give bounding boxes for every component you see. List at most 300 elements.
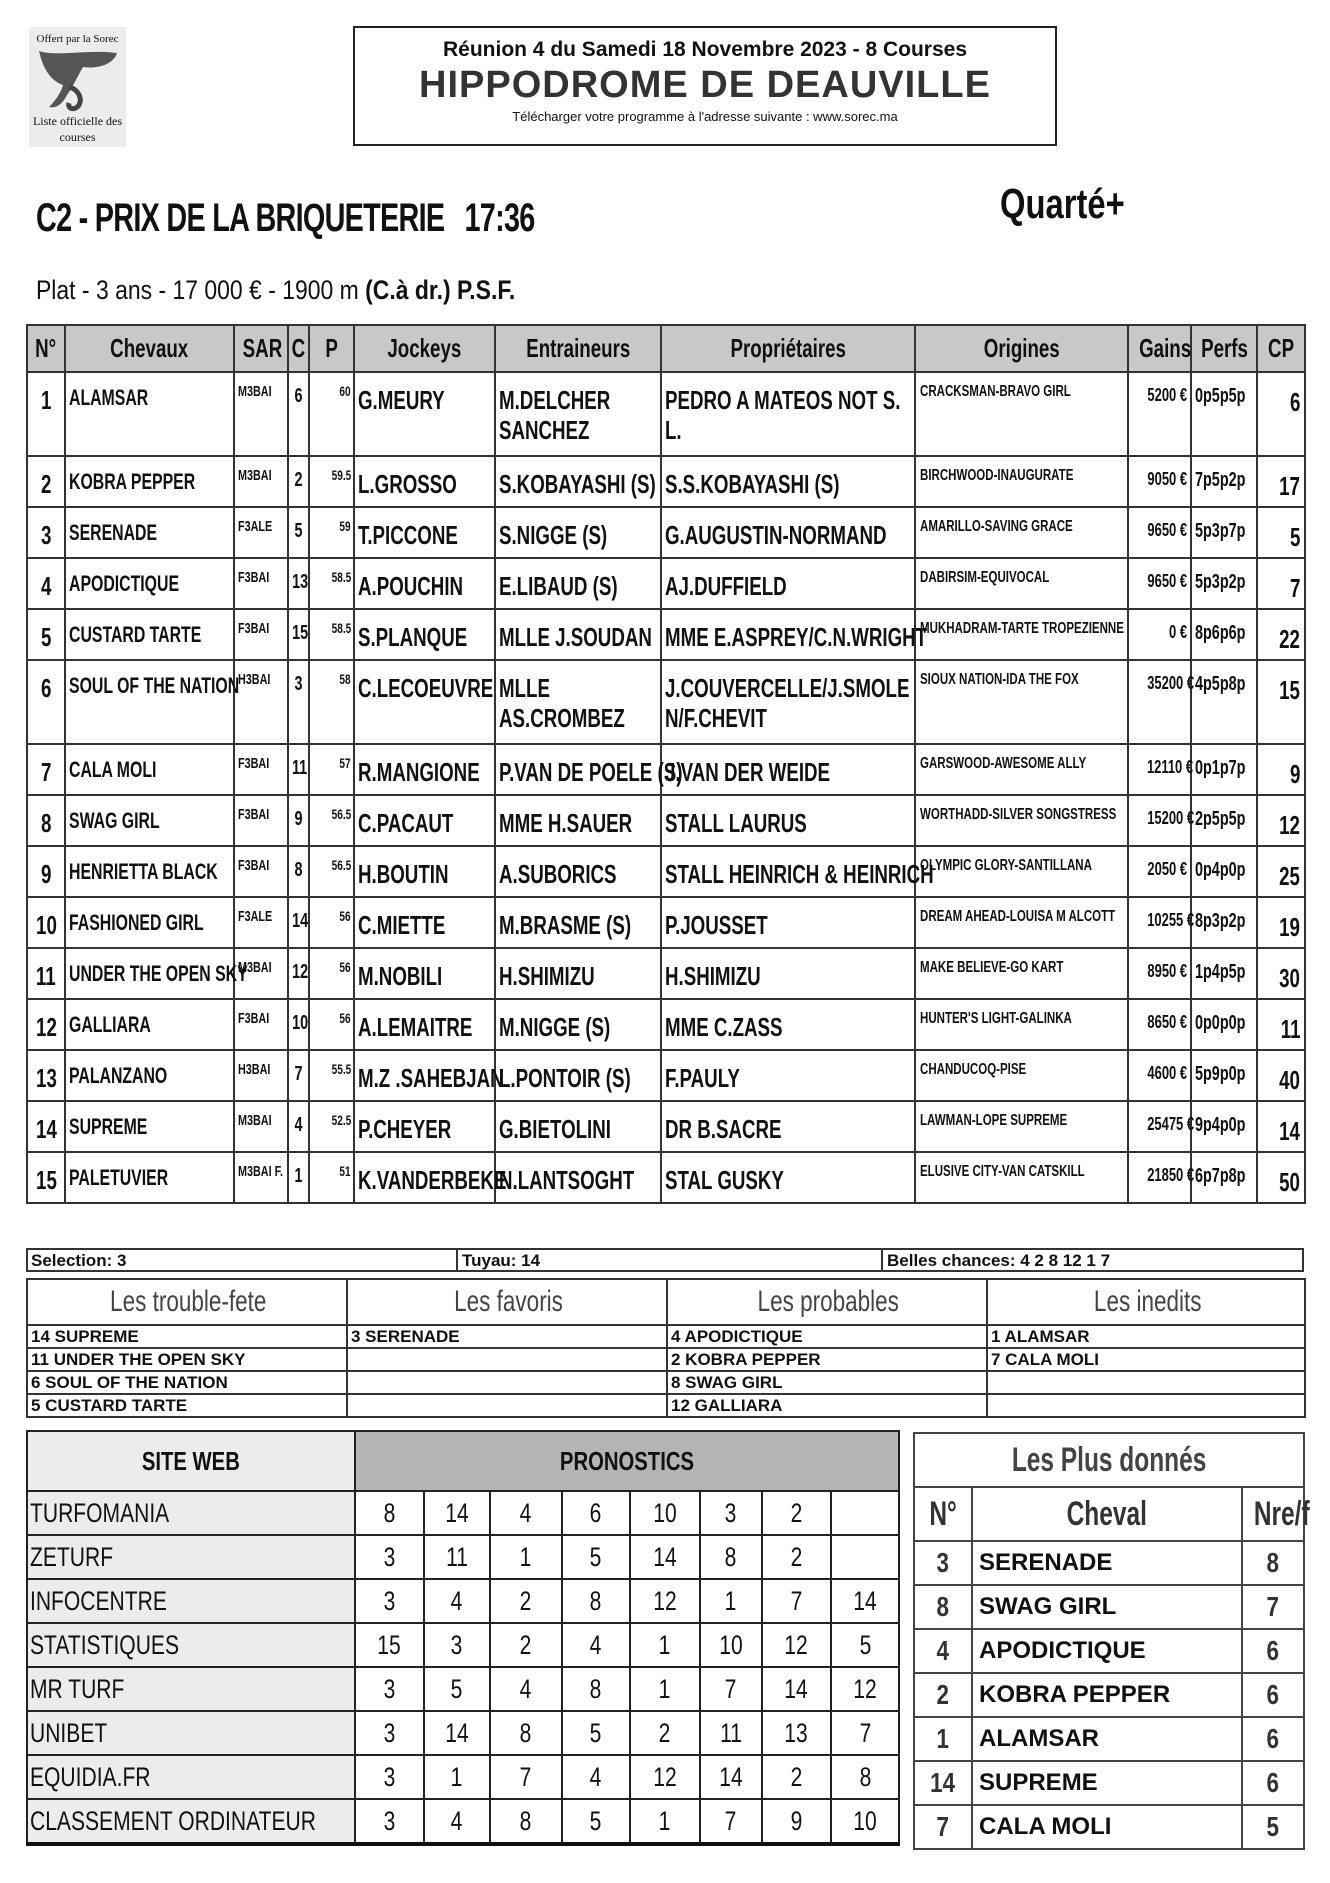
runners-table bbox=[26, 324, 1306, 1204]
site-web-header: SITE WEB bbox=[27, 1431, 355, 1491]
sex-age-coat: H3BAI bbox=[238, 1061, 271, 1078]
horse-name: SERENADE bbox=[69, 520, 158, 545]
trainer-cell bbox=[495, 744, 683, 795]
runner-row[interactable] bbox=[27, 456, 1305, 507]
pick-entry: 8 SWAG GIRL bbox=[667, 1371, 987, 1394]
runner-row[interactable] bbox=[27, 897, 1305, 948]
horse-name: KOBRA PEPPER bbox=[69, 469, 196, 494]
runner-row[interactable] bbox=[27, 1101, 1305, 1152]
pronostic-pick-cell bbox=[630, 1623, 700, 1667]
origins-cell bbox=[915, 846, 1128, 897]
pronostic-pick: 15 bbox=[377, 1629, 402, 1660]
pronostic-pick-cell bbox=[562, 1535, 630, 1579]
sex-age-coat-cell bbox=[234, 897, 288, 948]
pick-entry: 2 KOBRA PEPPER bbox=[667, 1348, 987, 1371]
plus-donnes-row bbox=[914, 1541, 1304, 1585]
pronostic-pick: 1 bbox=[451, 1761, 463, 1792]
pronostic-pick: 11 bbox=[720, 1717, 742, 1748]
runner-row[interactable] bbox=[27, 507, 1305, 558]
pronostic-pick: 14 bbox=[784, 1673, 809, 1704]
runner-row[interactable] bbox=[27, 609, 1305, 660]
race-title bbox=[36, 196, 535, 241]
performances-cell bbox=[1191, 1152, 1257, 1203]
col-header bbox=[495, 325, 661, 372]
runner-number: 7 bbox=[40, 757, 52, 787]
pronostic-pick: 8 bbox=[520, 1717, 532, 1748]
pick-entry: 14 SUPREME bbox=[27, 1325, 347, 1348]
pronostic-pick-cell bbox=[355, 1799, 424, 1844]
pronostic-pick: 12 bbox=[653, 1761, 677, 1792]
jockey-cell bbox=[354, 795, 495, 846]
pronostic-pick: 14 bbox=[445, 1497, 469, 1528]
earnings: 8950 € bbox=[1147, 961, 1187, 981]
pronostic-pick: 2 bbox=[790, 1761, 803, 1792]
sex-age-coat: F3ALE bbox=[238, 518, 273, 535]
runner-row[interactable] bbox=[27, 846, 1305, 897]
site-name-cell bbox=[27, 1667, 355, 1711]
performances: 8p3p2p bbox=[1195, 910, 1246, 932]
horse-name-cell bbox=[65, 558, 234, 609]
origins: OLYMPIC GLORY-SANTILLANA bbox=[920, 857, 1092, 874]
pronostic-pick: 3 bbox=[383, 1673, 396, 1704]
plus-no-cell bbox=[914, 1717, 972, 1761]
jockey-cell bbox=[354, 372, 495, 456]
performances-cell bbox=[1191, 846, 1257, 897]
earnings: 4600 € bbox=[1147, 1063, 1187, 1083]
pronostic-pick-cell bbox=[762, 1711, 831, 1755]
weight-cell bbox=[309, 897, 354, 948]
earnings: 0 € bbox=[1168, 622, 1187, 642]
draw: 8 bbox=[294, 859, 303, 881]
plus-count-cell bbox=[1242, 1805, 1304, 1849]
pick-entry bbox=[347, 1371, 667, 1394]
rating-cell bbox=[1257, 999, 1305, 1050]
pronostic-pick-cell bbox=[424, 1711, 490, 1755]
rating-cell bbox=[1257, 507, 1305, 558]
jockey: C.MIETTE bbox=[358, 910, 446, 940]
runner-number-cell bbox=[27, 948, 65, 999]
pronostic-pick: 1 bbox=[659, 1629, 671, 1660]
weight: 60 bbox=[339, 383, 351, 399]
plus-no: 14 bbox=[930, 1767, 956, 1798]
jockey: H.BOUTIN bbox=[358, 859, 449, 889]
weight-cell bbox=[309, 507, 354, 558]
plus-count: 6 bbox=[1266, 1679, 1280, 1710]
site-name-cell bbox=[27, 1623, 355, 1667]
plus-count: 7 bbox=[1266, 1591, 1280, 1622]
meeting-header bbox=[353, 26, 1057, 146]
trainer: M.BRASME (S) bbox=[499, 910, 632, 940]
pronostic-pick: 8 bbox=[725, 1541, 737, 1572]
origins-cell bbox=[915, 897, 1128, 948]
performances-cell bbox=[1191, 507, 1257, 558]
pronostic-pick: 2 bbox=[520, 1585, 532, 1616]
draw-cell bbox=[288, 507, 309, 558]
runner-number-cell bbox=[27, 1101, 65, 1152]
earnings-cell bbox=[1128, 897, 1195, 948]
picks-category-header bbox=[347, 1279, 667, 1325]
origins-cell bbox=[915, 1050, 1128, 1101]
col-header-label: CP bbox=[1267, 333, 1295, 363]
pronostic-pick: 8 bbox=[383, 1497, 396, 1528]
earnings-cell bbox=[1128, 456, 1191, 507]
trainer: E.LIBAUD (S) bbox=[499, 571, 618, 601]
draw: 11 bbox=[291, 757, 308, 779]
plus-count: 5 bbox=[1266, 1811, 1280, 1842]
pronostic-pick: 1 bbox=[659, 1805, 671, 1836]
draw: 10 bbox=[292, 1012, 309, 1034]
sex-age-coat: F3BAI bbox=[238, 569, 270, 586]
pronostic-pick-cell bbox=[355, 1755, 424, 1799]
trainer-cell bbox=[495, 660, 661, 744]
performances: 5p3p7p bbox=[1195, 520, 1246, 542]
plus-no-cell bbox=[914, 1761, 972, 1805]
runner-row[interactable] bbox=[27, 744, 1305, 795]
jockey-cell bbox=[354, 1050, 504, 1101]
plus-no-cell bbox=[914, 1629, 972, 1673]
runner-number: 12 bbox=[35, 1012, 57, 1042]
pronostic-pick-cell bbox=[762, 1667, 831, 1711]
jockey-cell bbox=[354, 609, 495, 660]
earnings: 10255 € bbox=[1147, 910, 1195, 930]
pronostic-pick-cell bbox=[762, 1491, 831, 1535]
pronostic-pick-cell bbox=[424, 1491, 490, 1535]
owner: AJ.DUFFIELD bbox=[665, 571, 787, 601]
pick-entry: 12 GALLIARA bbox=[667, 1394, 987, 1417]
runner-number: 10 bbox=[35, 910, 57, 940]
divider bbox=[881, 1250, 883, 1270]
runner-row[interactable] bbox=[27, 660, 1305, 744]
owner: G.AUGUSTIN-NORMAND bbox=[665, 520, 887, 550]
performances: 5p3p2p bbox=[1195, 571, 1246, 593]
rating-cell bbox=[1257, 456, 1305, 507]
jockey: R.MANGIONE bbox=[358, 757, 480, 787]
pronostic-pick: 2 bbox=[659, 1717, 671, 1748]
horse-name-cell bbox=[65, 507, 234, 558]
plus-count-cell bbox=[1242, 1585, 1304, 1629]
owner: F.PAULY bbox=[665, 1063, 740, 1093]
pronostic-pick-cell bbox=[490, 1579, 562, 1623]
performances: 0p1p7p bbox=[1195, 757, 1246, 779]
pronostic-pick-cell bbox=[562, 1667, 630, 1711]
sex-age-coat: M3BAI bbox=[238, 383, 272, 400]
owner: MME C.ZASS bbox=[665, 1012, 783, 1042]
performances-cell bbox=[1191, 999, 1257, 1050]
pick-entry bbox=[347, 1348, 667, 1371]
pronostic-pick-cell bbox=[831, 1711, 899, 1755]
pronostic-pick: 6 bbox=[590, 1497, 602, 1528]
col-header bbox=[1257, 325, 1305, 372]
col-header bbox=[288, 325, 309, 372]
runner-row[interactable] bbox=[27, 948, 1305, 999]
performances: 0p4p0p bbox=[1195, 859, 1246, 881]
pronostic-pick: 1 bbox=[520, 1541, 532, 1572]
site-name-cell bbox=[27, 1711, 355, 1755]
horse-name-cell bbox=[65, 660, 240, 744]
earnings-cell bbox=[1128, 660, 1195, 744]
runner-row[interactable] bbox=[27, 558, 1305, 609]
runner-number: 2 bbox=[40, 469, 52, 499]
pick-entry: 3 SERENADE bbox=[347, 1325, 667, 1348]
draw-cell bbox=[288, 897, 309, 948]
pronostic-pick: 3 bbox=[383, 1585, 396, 1616]
venue-title: HIPPODROME DE DEAUVILLE bbox=[419, 64, 991, 106]
jockey-cell bbox=[354, 897, 495, 948]
sex-age-coat: F3BAI bbox=[238, 620, 270, 637]
draw: 3 bbox=[294, 673, 303, 695]
col-header bbox=[1128, 325, 1191, 372]
plus-donnes-row bbox=[914, 1585, 1304, 1629]
pronostic-pick: 9 bbox=[790, 1805, 803, 1836]
pronostic-pick-cell bbox=[490, 1799, 562, 1844]
trainer: MLLE J.SOUDAN bbox=[499, 622, 652, 652]
runner-number-cell bbox=[27, 744, 65, 795]
horse-name-cell bbox=[65, 948, 248, 999]
sex-age-coat: F3BAI bbox=[238, 857, 270, 874]
sex-age-coat-cell bbox=[234, 795, 288, 846]
owner-cell bbox=[661, 846, 934, 897]
pick-entry: 7 CALA MOLI bbox=[987, 1348, 1305, 1371]
pronostic-pick: 5 bbox=[590, 1805, 602, 1836]
origins-cell bbox=[915, 609, 1128, 660]
col-header bbox=[27, 325, 65, 372]
pronostic-pick-cell bbox=[762, 1535, 831, 1579]
draw: 1 bbox=[294, 1165, 303, 1187]
pronostic-pick: 3 bbox=[451, 1629, 463, 1660]
picks-table bbox=[26, 1278, 1306, 1418]
jockey: M.NOBILI bbox=[358, 961, 443, 991]
draw: 5 bbox=[294, 520, 303, 542]
trainer-cell bbox=[495, 999, 661, 1050]
plus-horse: KOBRA PEPPER bbox=[972, 1673, 1242, 1717]
pronostic-pick: 2 bbox=[520, 1629, 532, 1660]
pronostic-pick: 5 bbox=[859, 1629, 871, 1660]
origins: WORTHADD-SILVER SONGSTRESS bbox=[920, 806, 1117, 823]
earnings: 9650 € bbox=[1147, 520, 1187, 540]
pronostic-pick-cell bbox=[424, 1623, 490, 1667]
owner: DR B.SACRE bbox=[665, 1114, 782, 1144]
owner: J.COUVERCELLE/J.SMOLEN/F.CHEVIT bbox=[665, 673, 910, 733]
rating-cell bbox=[1257, 948, 1305, 999]
owner: PEDRO A MATEOS NOT S.L. bbox=[665, 385, 901, 445]
pronostic-pick-cell bbox=[700, 1711, 762, 1755]
owner: H.SHIMIZU bbox=[665, 961, 761, 991]
owner-cell bbox=[661, 948, 915, 999]
earnings: 21850 € bbox=[1147, 1165, 1195, 1185]
pronostic-pick-cell bbox=[490, 1491, 562, 1535]
owner-cell bbox=[661, 897, 915, 948]
pronostic-pick: 11 bbox=[446, 1541, 468, 1572]
col-header-label: Gains bbox=[1139, 333, 1192, 363]
pronostic-pick: 3 bbox=[383, 1541, 396, 1572]
weight: 59.5 bbox=[331, 467, 351, 483]
trainer: S.NIGGE (S) bbox=[499, 520, 608, 550]
weight: 58 bbox=[339, 671, 351, 687]
col-header bbox=[234, 325, 288, 372]
sex-age-coat-cell bbox=[234, 372, 288, 456]
origins: GARSWOOD-AWESOME ALLY bbox=[920, 755, 1087, 772]
draw-cell bbox=[288, 372, 309, 456]
performances: 8p6p6p bbox=[1195, 622, 1246, 644]
trainer-cell bbox=[495, 897, 661, 948]
pronostic-pick-cell bbox=[424, 1535, 490, 1579]
owner: J.VAN DER WEIDE bbox=[665, 757, 831, 787]
weight: 51 bbox=[339, 1163, 351, 1179]
runner-number: 13 bbox=[35, 1063, 57, 1093]
runner-number: 14 bbox=[35, 1114, 57, 1144]
jockey: A.POUCHIN bbox=[358, 571, 464, 601]
draw-cell bbox=[288, 744, 309, 795]
rating: 22 bbox=[1279, 624, 1300, 654]
pick-entry: 5 CUSTARD TARTE bbox=[27, 1394, 347, 1417]
pick-entry: 4 APODICTIQUE bbox=[667, 1325, 987, 1348]
pronostic-pick-cell bbox=[630, 1535, 700, 1579]
download-note: Télécharger votre programme à l'adresse suivante : www.sorec.ma bbox=[512, 109, 898, 124]
runner-row[interactable] bbox=[27, 999, 1305, 1050]
horse-name-cell bbox=[65, 372, 234, 456]
trainer: S.KOBAYASHI (S) bbox=[499, 469, 656, 499]
runner-number-cell bbox=[27, 897, 65, 948]
earnings-cell bbox=[1128, 558, 1191, 609]
divider bbox=[456, 1250, 458, 1270]
col-header-label: Entraineurs bbox=[525, 333, 631, 363]
trainer-cell bbox=[495, 1152, 661, 1203]
trainer: M.DELCHER SANCHEZ bbox=[499, 385, 611, 445]
pronostics-header: PRONOSTICS bbox=[355, 1431, 899, 1491]
site-name: EQUIDIA.FR bbox=[30, 1761, 151, 1792]
draw-cell bbox=[288, 846, 309, 897]
performances: 9p4p0p bbox=[1195, 1114, 1246, 1136]
performances-cell bbox=[1191, 660, 1257, 744]
owner-cell bbox=[661, 372, 915, 456]
weight: 59 bbox=[339, 518, 351, 534]
earnings: 25475 € bbox=[1147, 1114, 1195, 1134]
runner-row[interactable] bbox=[27, 372, 1305, 456]
origins-cell bbox=[915, 999, 1128, 1050]
weight-cell bbox=[309, 846, 354, 897]
trainer-cell bbox=[495, 1050, 661, 1101]
pronostic-row bbox=[27, 1535, 899, 1579]
site-name: STATISTIQUES bbox=[30, 1629, 180, 1660]
pronostic-pick: 12 bbox=[784, 1629, 809, 1660]
col-header-label: Origines bbox=[983, 333, 1060, 363]
trainer: A.SUBORICS bbox=[499, 859, 617, 889]
sex-age-coat-cell bbox=[234, 999, 288, 1050]
pronostic-row bbox=[27, 1579, 899, 1623]
pronostic-pick-cell bbox=[630, 1491, 700, 1535]
selection-bar bbox=[26, 1248, 1304, 1272]
pronostic-pick-cell bbox=[630, 1579, 700, 1623]
jockey-cell bbox=[354, 660, 495, 744]
race-time: 17:36 bbox=[464, 196, 535, 240]
plus-donnes-table bbox=[913, 1432, 1310, 1850]
rating-cell bbox=[1257, 1152, 1305, 1203]
owner: S.S.KOBAYASHI (S) bbox=[665, 469, 840, 499]
runner-number-cell bbox=[27, 558, 65, 609]
weight-cell bbox=[309, 1101, 354, 1152]
runner-row[interactable] bbox=[27, 795, 1305, 846]
horse-logo-icon bbox=[37, 47, 119, 113]
pronostic-pick: 3 bbox=[383, 1717, 396, 1748]
pronostic-pick: 10 bbox=[719, 1629, 743, 1660]
logo-top-text: Offert par la Sorec bbox=[36, 33, 119, 45]
race-conditions-bold: (C.à dr.) P.S.F. bbox=[365, 275, 516, 305]
earnings: 15200 € bbox=[1147, 808, 1195, 828]
earnings: 35200 € bbox=[1147, 673, 1195, 693]
horse-name-cell bbox=[65, 1101, 234, 1152]
performances-cell bbox=[1191, 558, 1257, 609]
sex-age-coat: M3BAI bbox=[238, 959, 272, 976]
col-no: N° bbox=[914, 1487, 972, 1541]
sex-age-coat: F3BAI bbox=[238, 806, 270, 823]
sex-age-coat: F3BAI bbox=[238, 1010, 270, 1027]
origins-cell bbox=[915, 558, 1128, 609]
pronostic-pick: 8 bbox=[590, 1585, 602, 1616]
earnings-cell bbox=[1128, 795, 1195, 846]
weight: 55.5 bbox=[331, 1061, 351, 1077]
performances: 5p9p0p bbox=[1195, 1063, 1246, 1085]
sorec-logo bbox=[29, 27, 126, 147]
weight-cell bbox=[309, 1152, 354, 1203]
pronostic-pick-cell bbox=[700, 1667, 762, 1711]
owner-cell bbox=[661, 1050, 915, 1101]
col-header bbox=[915, 325, 1128, 372]
weight: 56 bbox=[339, 1010, 351, 1026]
performances: 1p4p5p bbox=[1195, 961, 1246, 983]
runner-number-cell bbox=[27, 1050, 65, 1101]
pick-entry: 1 ALAMSAR bbox=[987, 1325, 1305, 1348]
horse-name-cell bbox=[65, 897, 234, 948]
plus-horse: CALA MOLI bbox=[972, 1805, 1242, 1849]
jockey-cell bbox=[354, 999, 495, 1050]
sex-age-coat-cell bbox=[234, 948, 288, 999]
plus-horse: APODICTIQUE bbox=[972, 1629, 1242, 1673]
performances: 0p0p0p bbox=[1195, 1012, 1246, 1034]
runner-row[interactable] bbox=[27, 1050, 1305, 1101]
site-name: TURFOMANIA bbox=[30, 1497, 170, 1528]
col-header-label: C bbox=[291, 333, 306, 363]
trainer-cell bbox=[495, 558, 661, 609]
rating-cell bbox=[1257, 795, 1305, 846]
picks-header-row bbox=[27, 1279, 1305, 1325]
pronostic-row bbox=[27, 1623, 899, 1667]
plus-count-cell bbox=[1242, 1717, 1304, 1761]
trainer-cell bbox=[495, 456, 661, 507]
pronostic-pick: 5 bbox=[590, 1541, 602, 1572]
plus-horse: SUPREME bbox=[972, 1761, 1242, 1805]
rating-cell bbox=[1257, 846, 1305, 897]
runner-row[interactable] bbox=[27, 1152, 1305, 1203]
plus-donnes-row bbox=[914, 1717, 1304, 1761]
performances-cell bbox=[1191, 1050, 1257, 1101]
rating: 15 bbox=[1279, 675, 1300, 705]
owner: MME E.ASPREY/C.N.WRIGHT bbox=[665, 622, 928, 652]
trainer: MLLE AS.CROMBEZ bbox=[499, 673, 625, 733]
horse-name: FASHIONED GIRL bbox=[69, 910, 204, 935]
picks-category-header bbox=[27, 1279, 347, 1325]
earnings: 9050 € bbox=[1147, 469, 1187, 489]
plus-count-cell bbox=[1242, 1629, 1304, 1673]
weight: 58.5 bbox=[331, 620, 351, 636]
plus-no: 2 bbox=[936, 1679, 950, 1710]
pronostic-pick-cell bbox=[831, 1491, 899, 1535]
horse-name: ALAMSAR bbox=[69, 385, 149, 410]
runner-number-cell bbox=[27, 999, 65, 1050]
trainer-cell bbox=[495, 507, 661, 558]
owner-cell bbox=[661, 999, 915, 1050]
earnings-cell bbox=[1128, 744, 1194, 795]
owner: STAL GUSKY bbox=[665, 1165, 784, 1195]
